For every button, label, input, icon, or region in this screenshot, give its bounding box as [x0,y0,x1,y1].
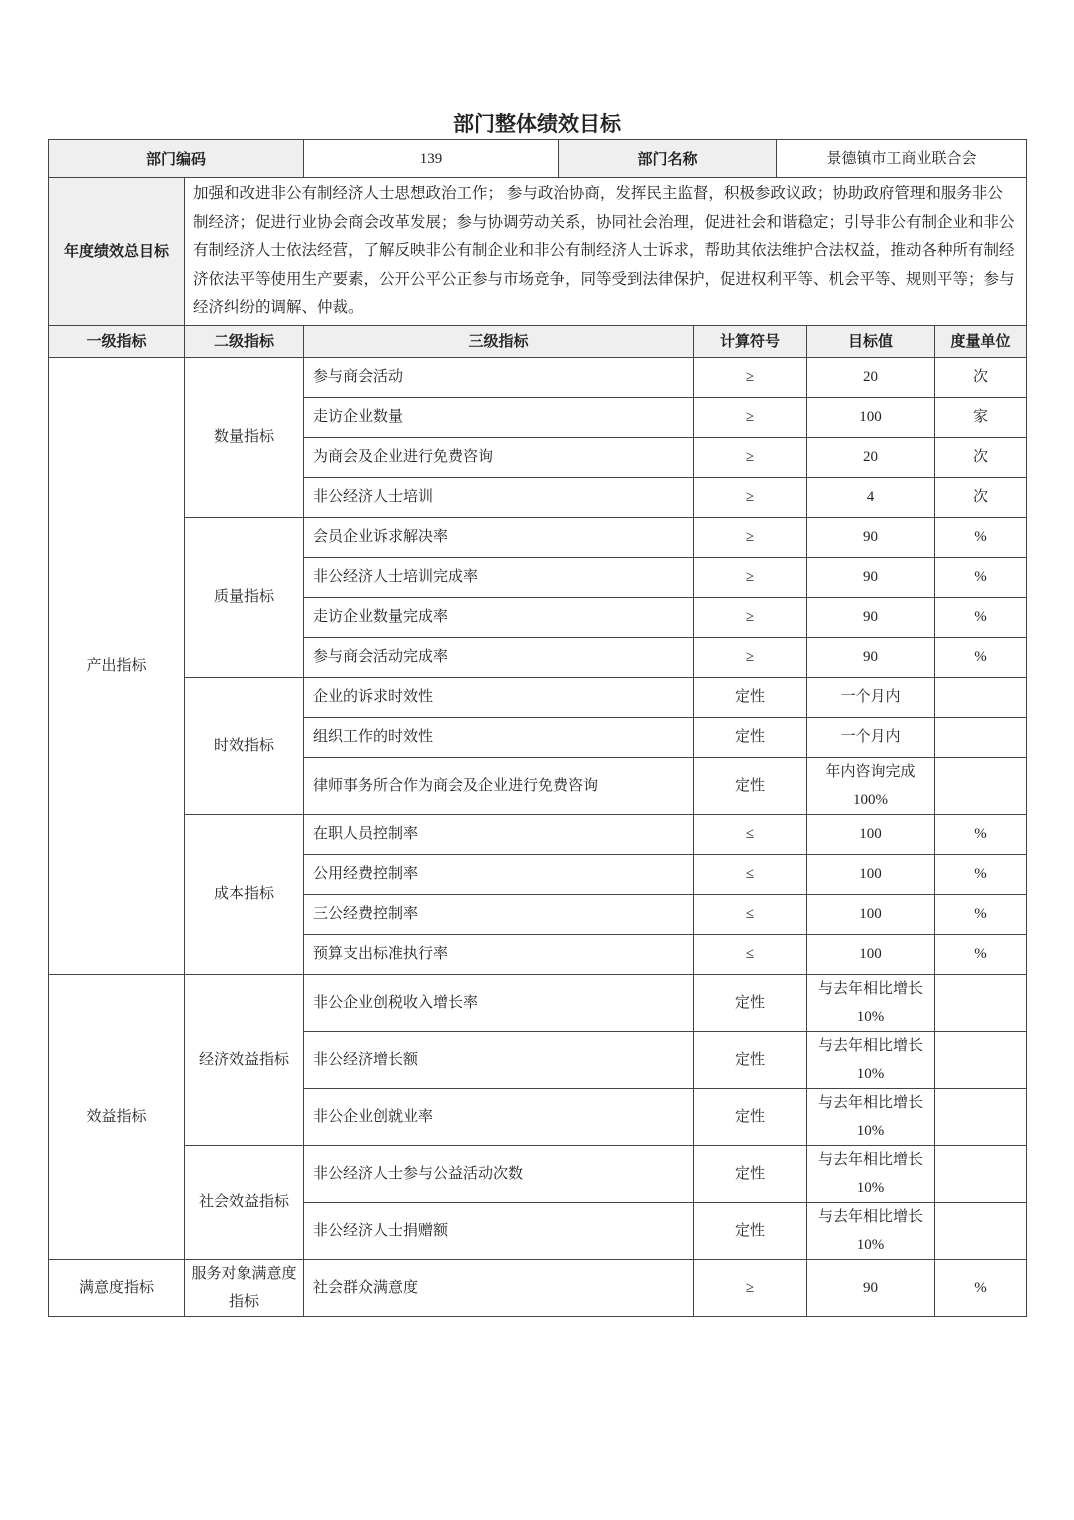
annual-goal-text: 加强和改进非公有制经济人士思想政治工作； 参与政治协商，发挥民主监督，积极参政议政；协助政府管理和服务非公制经济；促进行业协会商会改革发展；参与协调劳动关系，协同社会治理，促进社会和谐稳定；引导非公有制企业和非公有制经济人士依法经营，了解反映非公有制企业和非公有制经济人士诉求，帮助其依法维护合法权益，推动各种所有制经济依法平等使用生产要素，公开公平公正参与市场竞争，同等受到法律保护，促进权利平等、机会平等、规则平等；参与经济纠纷的调解、仲裁。 [185,178,1027,326]
level3-indicator: 参与商会活动 [304,357,694,397]
level2-indicator: 时效指标 [185,677,304,814]
department-code-label: 部门编码 [49,140,304,178]
department-info-table [48,139,1027,178]
calc-symbol: ≥ [694,437,807,477]
level1-indicator: 产出指标 [49,357,185,974]
table-row [49,814,1027,854]
department-code-value: 139 [304,140,559,178]
level2-indicator: 服务对象满意度指标 [185,1259,304,1316]
calc-symbol: 定性 [694,717,807,757]
measure-unit [935,677,1027,717]
level2-indicator: 成本指标 [185,814,304,974]
level3-indicator: 非公经济人士培训完成率 [304,557,694,597]
column-header: 度量单位 [935,325,1027,357]
target-value: 90 [807,597,935,637]
level2-indicator: 经济效益指标 [185,974,304,1145]
annual-goal-label: 年度绩效总目标 [49,178,185,326]
measure-unit: % [935,517,1027,557]
column-header-row [49,325,1027,357]
level3-indicator: 非公企业创就业率 [304,1088,694,1145]
level3-indicator: 组织工作的时效性 [304,717,694,757]
level2-indicator: 社会效益指标 [185,1145,304,1259]
column-header: 计算符号 [694,325,807,357]
measure-unit [935,1202,1027,1259]
calc-symbol: 定性 [694,677,807,717]
level3-indicator: 非公经济人士参与公益活动次数 [304,1145,694,1202]
target-value: 与去年相比增长10% [807,1031,935,1088]
measure-unit [935,1088,1027,1145]
target-value: 100 [807,397,935,437]
level3-indicator: 三公经费控制率 [304,894,694,934]
level1-indicator: 效益指标 [49,974,185,1259]
level3-indicator: 非公经济增长额 [304,1031,694,1088]
target-value: 4 [807,477,935,517]
target-value: 与去年相比增长10% [807,1088,935,1145]
table-row [49,677,1027,717]
target-value: 100 [807,934,935,974]
performance-table [48,177,1027,1317]
measure-unit: % [935,557,1027,597]
level3-indicator: 企业的诉求时效性 [304,677,694,717]
calc-symbol: 定性 [694,1145,807,1202]
level3-indicator: 参与商会活动完成率 [304,637,694,677]
calc-symbol: ≤ [694,814,807,854]
level3-indicator: 律师事务所合作为商会及企业进行免费咨询 [304,757,694,814]
table-row [49,357,1027,397]
calc-symbol: 定性 [694,1088,807,1145]
level2-indicator: 数量指标 [185,357,304,517]
level1-indicator: 满意度指标 [49,1259,185,1316]
measure-unit: 次 [935,357,1027,397]
measure-unit: % [935,854,1027,894]
calc-symbol: 定性 [694,1031,807,1088]
level3-indicator: 为商会及企业进行免费咨询 [304,437,694,477]
calc-symbol: ≥ [694,517,807,557]
measure-unit: % [935,934,1027,974]
target-value: 一个月内 [807,677,935,717]
column-header: 三级指标 [304,325,694,357]
table-row [49,517,1027,557]
target-value: 100 [807,854,935,894]
target-value: 一个月内 [807,717,935,757]
target-value: 年内咨询完成100% [807,757,935,814]
target-value: 100 [807,814,935,854]
calc-symbol: ≥ [694,1259,807,1316]
target-value: 90 [807,1259,935,1316]
column-header: 目标值 [807,325,935,357]
measure-unit: 次 [935,437,1027,477]
level3-indicator: 非公经济人士捐赠额 [304,1202,694,1259]
level3-indicator: 在职人员控制率 [304,814,694,854]
table-row [49,1259,1027,1316]
calc-symbol: ≤ [694,894,807,934]
target-value: 与去年相比增长10% [807,1202,935,1259]
measure-unit: 家 [935,397,1027,437]
column-header: 一级指标 [49,325,185,357]
table-row [49,1145,1027,1202]
calc-symbol: 定性 [694,1202,807,1259]
calc-symbol: ≥ [694,597,807,637]
measure-unit [935,974,1027,1031]
target-value: 90 [807,637,935,677]
target-value: 与去年相比增长10% [807,974,935,1031]
level3-indicator: 走访企业数量完成率 [304,597,694,637]
calc-symbol: ≤ [694,934,807,974]
measure-unit [935,717,1027,757]
page-title: 部门整体绩效目标 [453,112,621,136]
measure-unit: 次 [935,477,1027,517]
measure-unit [935,1145,1027,1202]
calc-symbol: ≥ [694,357,807,397]
measure-unit [935,1031,1027,1088]
level3-indicator: 走访企业数量 [304,397,694,437]
calc-symbol: ≥ [694,637,807,677]
target-value: 与去年相比增长10% [807,1145,935,1202]
target-value: 20 [807,437,935,477]
level3-indicator: 预算支出标准执行率 [304,934,694,974]
measure-unit: % [935,637,1027,677]
calc-symbol: ≥ [694,397,807,437]
calc-symbol: ≤ [694,854,807,894]
level3-indicator: 社会群众满意度 [304,1259,694,1316]
calc-symbol: ≥ [694,557,807,597]
calc-symbol: 定性 [694,974,807,1031]
calc-symbol: 定性 [694,757,807,814]
department-name-label: 部门名称 [559,140,777,178]
calc-symbol: ≥ [694,477,807,517]
level3-indicator: 会员企业诉求解决率 [304,517,694,557]
target-value: 90 [807,517,935,557]
target-value: 90 [807,557,935,597]
column-header: 二级指标 [185,325,304,357]
measure-unit: % [935,814,1027,854]
measure-unit: % [935,894,1027,934]
measure-unit [935,757,1027,814]
table-row [49,974,1027,1031]
target-value: 100 [807,894,935,934]
level3-indicator: 非公经济人士培训 [304,477,694,517]
measure-unit: % [935,1259,1027,1316]
level2-indicator: 质量指标 [185,517,304,677]
level3-indicator: 公用经费控制率 [304,854,694,894]
department-name-value: 景德镇市工商业联合会 [777,140,1027,178]
target-value: 20 [807,357,935,397]
level3-indicator: 非公企业创税收入增长率 [304,974,694,1031]
measure-unit: % [935,597,1027,637]
